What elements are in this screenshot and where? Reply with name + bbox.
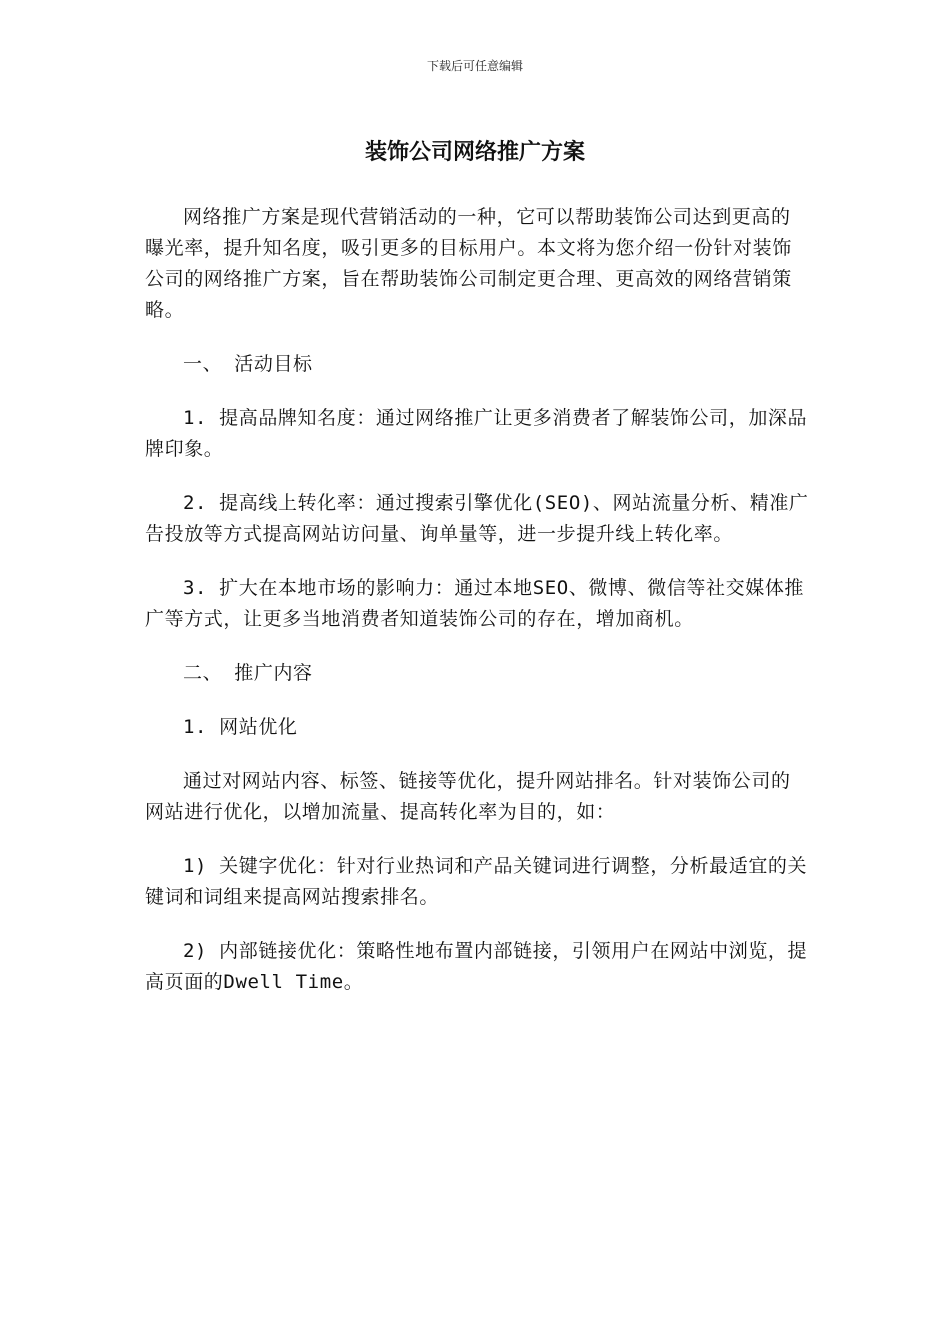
intro-paragraph: 网络推广方案是现代营销活动的一种，它可以帮助装饰公司达到更高的曝光率，提升知名度，吸引更多的目标用户。本文将为您介绍一份针对装饰公司的网络推广方案，旨在帮助装饰公司制定更合理、更高效的网络营销策略。 <box>145 206 792 321</box>
internal-link-item: 2) 内部链接优化：策略性地布置内部链接，引领用户在网站中浏览，提高页面的Dwell Time。 <box>145 940 808 993</box>
document-title: 装饰公司网络推广方案 <box>364 140 585 165</box>
goal-item-1: 1. 提高品牌知名度：通过网络推广让更多消费者了解装饰公司，加深品牌印象。 <box>145 407 808 460</box>
header-note: 下载后可任意编辑 <box>426 59 523 73</box>
subsection-heading-website: 1. 网站优化 <box>183 716 298 738</box>
section-heading-goals: 一、 活动目标 <box>183 353 313 375</box>
section-heading-content: 二、 推广内容 <box>183 662 313 684</box>
website-optimization-paragraph: 通过对网站内容、标签、链接等优化，提升网站排名。针对装饰公司的网站进行优化，以增加流量、提高转化率为目的，如： <box>145 770 791 823</box>
goal-item-3: 3. 扩大在本地市场的影响力：通过本地SEO、微博、微信等社交媒体推广等方式，让更多当地消费者知道装饰公司的存在，增加商机。 <box>145 577 805 630</box>
keyword-optimization-item: 1) 关键字优化：针对行业热词和产品关键词进行调整，分析最适宜的关键词和词组来提高网站搜索排名。 <box>145 855 808 908</box>
goal-item-2: 2. 提高线上转化率：通过搜索引擎优化(SEO)、网站流量分析、精准广告投放等方式提高网站访问量、询单量等，进一步提升线上转化率。 <box>145 492 809 545</box>
document-body <box>145 202 810 1021</box>
